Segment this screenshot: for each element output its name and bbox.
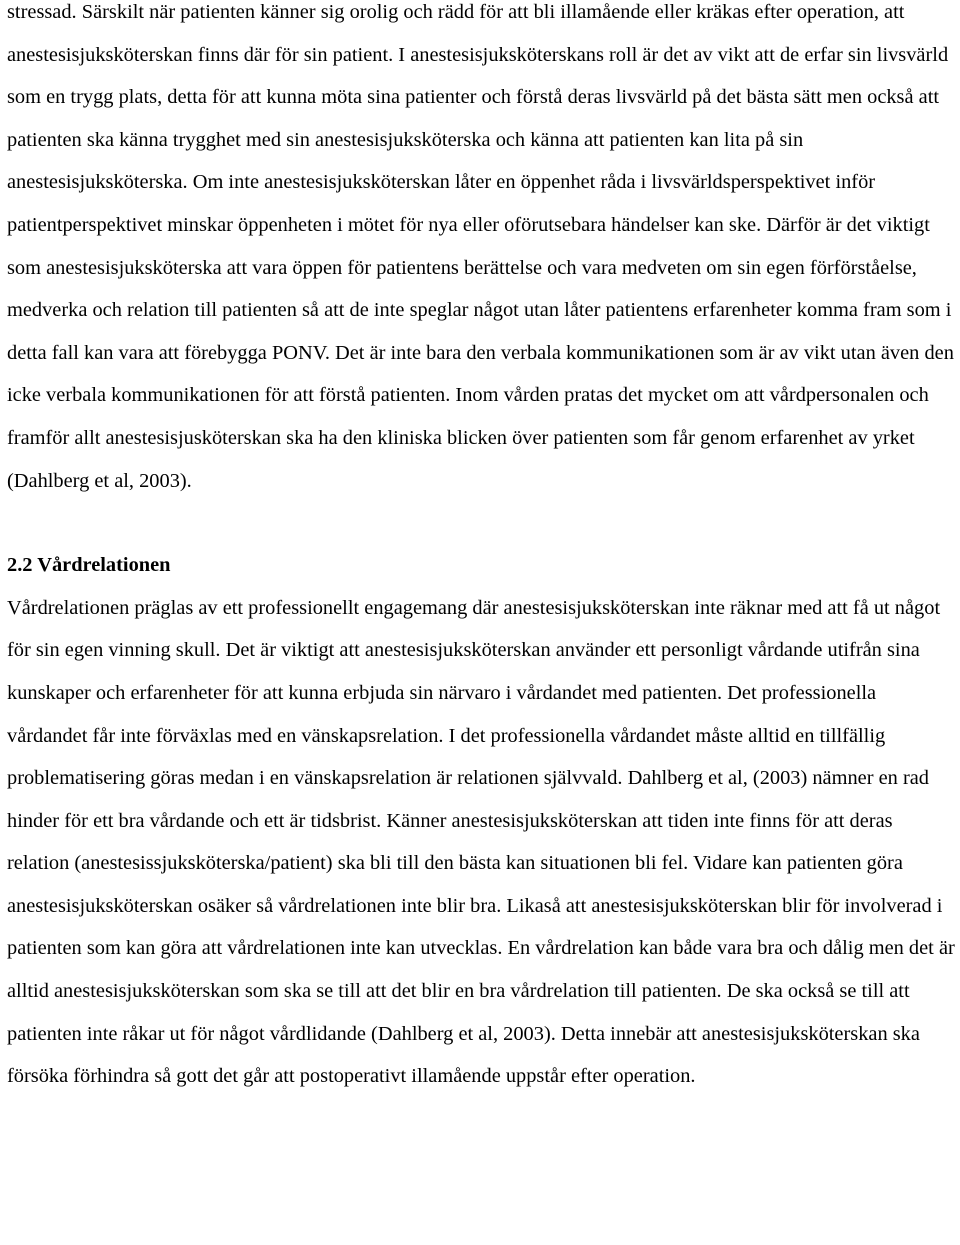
section-heading-vardrelationen: 2.2 Vårdrelationen <box>7 554 171 577</box>
body-paragraph-1: stressad. Särskilt när patienten känner sig orolig och rädd för att bli illamående eller kräkas efter operation, att anestesisjuksköterskan finns där för sin patient. I anestesisjuksköterskans roll är det av vikt att de erfar sin livsvärld som en trygg plats, detta för att kunna möta sina patienter och förstå deras livsvärld på det bästa sätt men också att patienten ska känna trygghet med sin anestesisjuksköterska och känna att patienten kan lita på sin anestesisjuksköterska. Om inte anestesisjuksköterskan låter en öppenhet råda i livsvärldsperspektivet inför patientperspektivet minskar öppenheten i mötet för nya eller oförutsebara händelser kan ske. Därför är det viktigt som anestesisjuksköterska att vara öppen för patientens berättelse och vara medveten om sin egen förförståelse, medverka och relation till patienten så att de inte speglar något utan låter patientens erfarenheter komma fram som i detta fall kan vara att förebygga PONV. Det är inte bara den verbala kommunikationen som är av vikt utan även den icke verbala kommunikationen för att förstå patienten. Inom vården pratas det mycket om att vårdpersonalen och framför allt anestesisjusköterskan ska ha den kliniska blicken över patienten som får genom erfarenhet av yrket (Dahlberg et al, 2003). <box>7 1 954 492</box>
body-paragraph-2: Vårdrelationen präglas av ett professionellt engagemang där anestesisjuksköterskan inte räknar med att få ut något för sin egen vinning skull. Det är viktigt att anestesisjuksköterskan använder ett personligt vårdande utifrån sina kunskaper och erfarenheter för att kunna erbjuda sin närvaro i vårdandet med patienten. Det professionella vårdandet får inte förväxlas med en vänskapsrelation. I det professionella vårdandet måste alltid en tillfällig problematisering göras medan i en vänskapsrelation är relationen självvald. Dahlberg et al, (2003) nämner en rad hinder för ett bra vårdande och ett är tidsbrist. Känner anestesisjuksköterskan att tiden inte finns för att deras relation (anestesissjuksköterska/patient) ska bli till den bästa kan situationen bli fel. Vidare kan patienten göra anestesisjuksköterskan osäker så vårdrelationen inte blir bra. Likaså att anestesisjuksköterskan blir för involverad i patienten som kan göra att vårdrelationen inte kan utvecklas. En vårdrelation kan både vara bra och dålig men det är alltid anestesisjuksköterskan som ska se till att det blir en bra vårdrelation till patienten. De ska också se till att patienten inte råkar ut för något vårdlidande (Dahlberg et al, 2003). Detta innebär att anestesisjuksköterskan ska försöka förhindra så gott det går att postoperativt illamående uppstår efter operation. <box>7 596 955 1088</box>
